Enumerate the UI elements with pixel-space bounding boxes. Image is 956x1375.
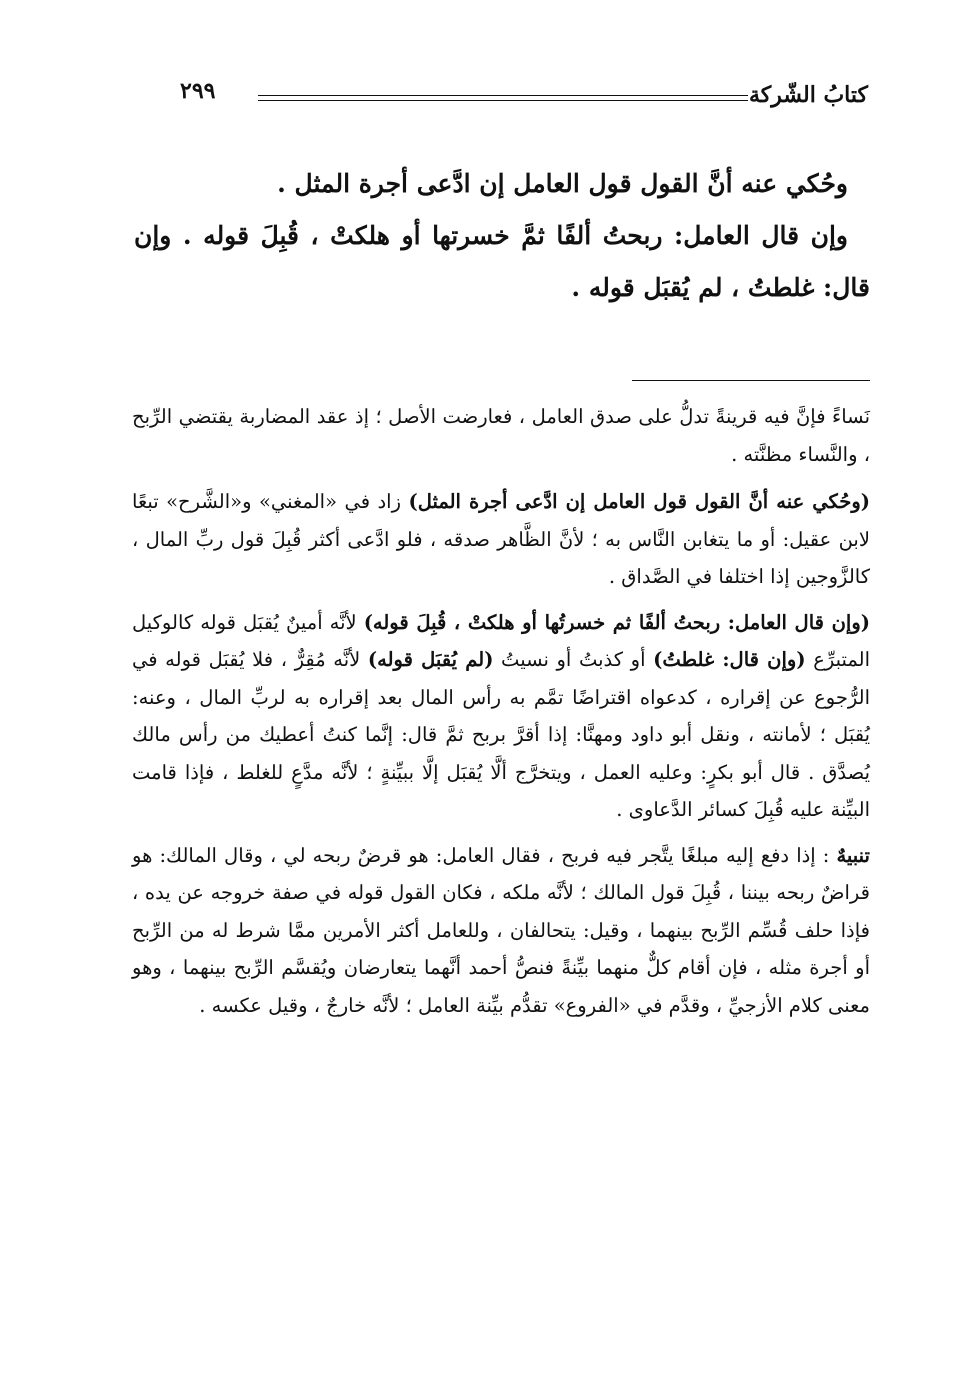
commentary-paragraph-4 <box>132 837 870 1025</box>
commentary-text: أو كذبتُ أو نسيتُ <box>493 648 654 671</box>
running-head <box>150 72 868 116</box>
footnote-divider <box>632 380 870 381</box>
book-title: كتابُ الشّركة <box>748 82 868 108</box>
commentary-paragraph-2 <box>132 483 870 596</box>
lemma: (وإن قال العامل: ربحتُ ألفًا ثم خسرتُها أو هلكتْ ، قُبِلَ قوله) <box>363 610 870 634</box>
commentary-paragraph-3 <box>132 604 870 829</box>
lemma: (وإن قال: غلطتُ) <box>653 648 806 671</box>
main-paragraph-2: وإن قال العامل: ربحتُ ألفًا ثمَّ خسرتها أو هلكتْ ، قُبِلَ قوله . وإن قال: غلطتُ ، لم يُقبَل قوله . <box>134 221 870 302</box>
header-rule-second <box>258 100 748 101</box>
main-text <box>134 158 870 314</box>
header-rule <box>258 95 748 96</box>
main-paragraph-1: وحُكي عنه أنَّ القول قول العامل إن ادَّعى أجرة المثل . <box>277 169 848 198</box>
commentary-text: زاد في «المغني» و«الشَّرح» تبعًا لابن عقيل: أو ما يتغابن النَّاس به ؛ لأنَّ الظَّاهر صدقه ، فلو ادَّعى أكثر قُبِلَ قول ربِّ المال ، كالزَّوجين إذا اختلفا في الصَّداق . <box>132 490 870 588</box>
commentary-text: : إذا دفع إليه مبلغًا يتَّجر فيه فربح ، فقال العامل: هو قرضٌ ربحه لي ، وقال المالك: هو قراضٌ ربحه بيننا ، قُبِلَ قول المالك ؛ لأنَّه ملكه ، فكان القول قوله في صفة خروجه عن يده ، فإذا حلف قُسِّم الرِّبح بينهما ، وقيل: يتحالفان ، وللعامل أكثر الأمرين ممَّا شرط له من الرِّبح أو أجرة مثله ، فإن أقام كلٌّ منهما بيِّنةً فنصُّ أحمد أنَّهما يتعارضان ويُقسَّم الرِّبح بينهما ، وهو معنى كلام الأزجيِّ ، وقدَّم في «الفروع» تقدُّم بيِّنة العامل ؛ لأنَّه خارجٌ ، وقيل عكسه . <box>132 843 870 1017</box>
commentary-text: لأنَّه أمينٌ يُقبَل قوله كالوكيل المتبرِّع <box>132 610 870 671</box>
commentary-text: لأنَّه مُقِرٌّ ، فلا يُقبَل قوله في الرُّجوع عن إقراره ، كدعواه اقتراضًا تمَّم به رأس المال بعد إقراره به لربِّ المال ، وعنه: يُقبَل ؛ لأمانته ، ونقل أبو داود ومهنَّا: إذا أقرَّ بربح ثمَّ قال: إنَّما كنتُ أعطيك من رأس مالك يُصدَّق . قال أبو بكرٍ: وعليه العمل ، ويتخرَّج ألَّا يُقبَل إلَّا ببيِّنةٍ ؛ لأنَّه مدَّعٍ للغلط ، فإذا قامت البيِّنة عليه قُبِلَ كسائر الدَّعاوى . <box>132 648 870 821</box>
lemma: (لم يُقبَل قوله) <box>367 648 494 671</box>
commentary-paragraph-1: نَساءً فإنَّ فيه قرينةً تدلُّ على صدق العامل ، فعارضت الأصل ؛ إذ عقد المضاربة يقتضي الرِّبح ، والنَّساء مظنَّته . <box>132 405 870 466</box>
lemma: (وحُكي عنه أنَّ القول قول العامل إن ادَّعى أجرة المثل) <box>408 490 870 513</box>
page-number: ٢٩٩ <box>180 78 216 104</box>
note-label: تنبيهٌ <box>836 843 870 867</box>
commentary <box>132 398 870 1032</box>
